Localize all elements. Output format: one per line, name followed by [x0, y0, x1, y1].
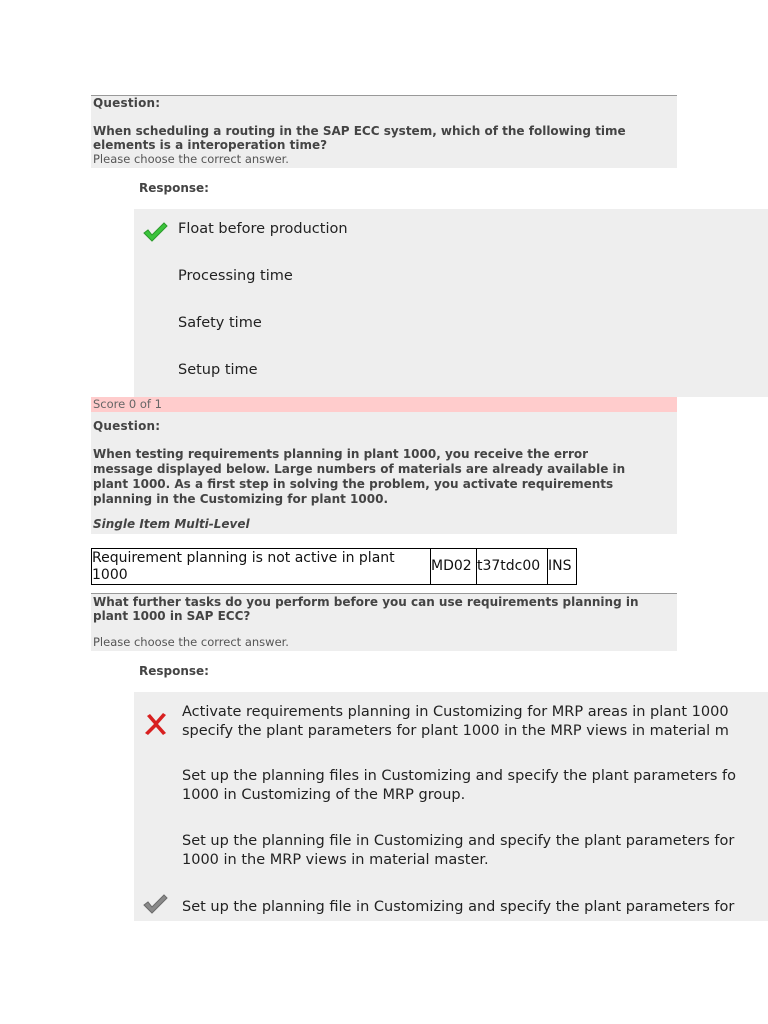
question-1-text-line-1: When scheduling a routing in the SAP ECC system, which of the following time — [93, 124, 626, 138]
question-2-option-3-line-2: 1000 in the MRP views in material master. — [182, 852, 489, 868]
question-1-option-1[interactable]: Float before production — [178, 221, 348, 237]
error-program-cell: t37tdc00 — [477, 549, 548, 585]
question-2-followup-block — [91, 593, 677, 651]
error-message-table — [91, 548, 577, 585]
question-2-followup-line-1: What further tasks do you perform before you can use requirements planning in — [93, 595, 639, 609]
question-1-hint: Please choose the correct answer. — [93, 152, 289, 166]
question-2-option-2-line-2: 1000 in Customizing of the MRP group. — [182, 787, 466, 803]
question-2-option-3-line-1: Set up the planning file in Customizing and specify the plant parameters for — [182, 833, 735, 849]
question-2-option-1[interactable] — [182, 703, 729, 741]
score-bar: Score 0 of 1 — [91, 397, 677, 412]
question-1-option-4[interactable]: Setup time — [178, 362, 258, 378]
question-1-option-3[interactable]: Safety time — [178, 315, 262, 331]
question-2-text-line-4: planning in the Customizing for plant 1000. — [93, 492, 389, 506]
error-message-cell — [92, 549, 431, 585]
question-1-text-line-2: elements is a interoperation time? — [93, 138, 328, 152]
question-2-option-3[interactable] — [182, 832, 734, 870]
error-tcode-cell: MD02 — [431, 549, 477, 585]
error-message-line-1: Requirement planning is not active in plant — [92, 549, 395, 566]
error-mode-cell: INS — [548, 549, 577, 585]
question-1-option-2[interactable]: Processing time — [178, 268, 293, 284]
table-row — [92, 549, 577, 585]
question-2-hint: Please choose the correct answer. — [93, 635, 289, 649]
question-2-option-4-line-1: Set up the planning file in Customizing and specify the plant parameters for — [182, 899, 735, 915]
question-1-response-label: Response: — [139, 181, 209, 195]
question-2-option-1-line-2: specify the plant parameters for plant 1000 in the MRP views in material m — [182, 723, 729, 739]
question-2-option-1-line-1: Activate requirements planning in Customizing for MRP areas in plant 1000 — [182, 704, 729, 720]
question-2-text-line-2: message displayed below. Large numbers of materials are already available in — [93, 462, 626, 476]
correct-answer-check-icon — [142, 893, 168, 919]
question-2-response-box — [134, 692, 768, 921]
question-2-response-label: Response: — [139, 664, 209, 678]
question-2-option-4[interactable] — [182, 898, 734, 917]
correct-check-icon — [142, 221, 168, 247]
question-2-text-line-3: plant 1000. As a first step in solving the problem, you activate requirements — [93, 477, 614, 491]
incorrect-cross-icon — [144, 712, 168, 740]
question-2-label: Question: — [93, 419, 161, 433]
question-2-text-line-1: When testing requirements planning in plant 1000, you receive the error — [93, 447, 589, 461]
question-1-response-box — [134, 209, 768, 397]
error-message-line-2: 1000 — [92, 566, 128, 583]
question-2-subtitle: Single Item Multi-Level — [93, 517, 250, 531]
question-1-label: Question: — [93, 96, 161, 110]
question-2-followup-line-2: plant 1000 in SAP ECC? — [93, 609, 251, 623]
question-2-option-2-line-1: Set up the planning files in Customizing and specify the plant parameters fo — [182, 768, 736, 784]
question-1-block — [91, 95, 677, 168]
question-2-block — [91, 412, 677, 534]
question-2-option-2[interactable] — [182, 767, 736, 805]
